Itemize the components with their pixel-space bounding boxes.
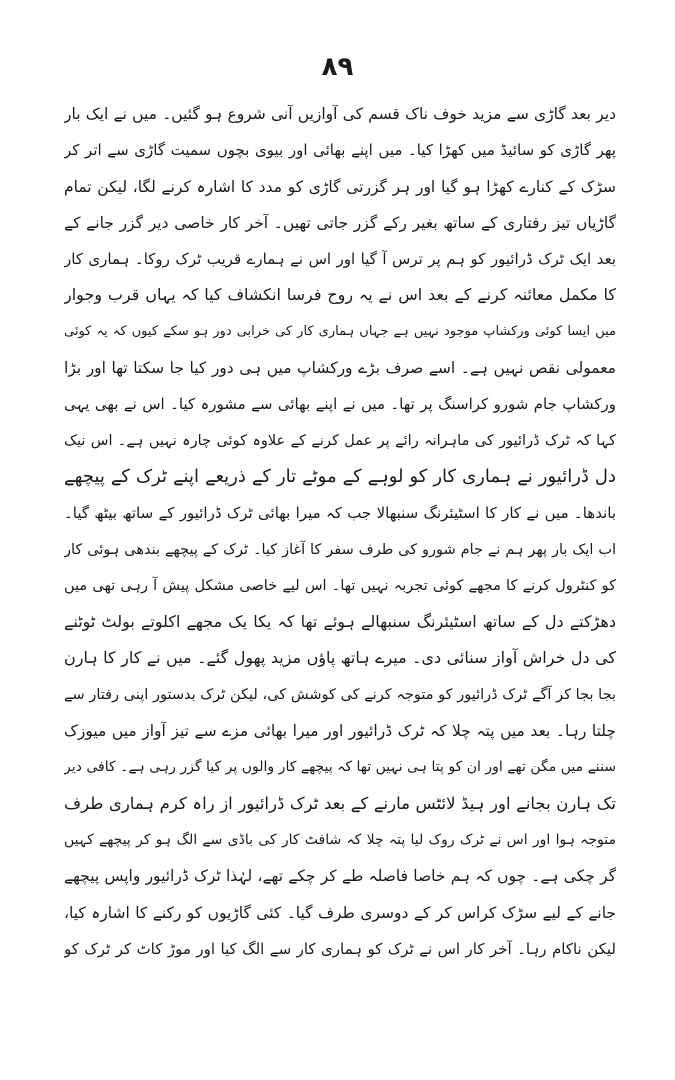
text-line: گاڑیاں تیز رفتاری کے ساتھ بغیر رکے گزر جاتی تھیں۔ آخر کار خاصی دیر گزر جانے کے — [64, 213, 616, 232]
text-line: دل ڈرائیور نے ہماری کار کو لوہے کے موٹے تار کے ذریعے اپنے ٹرک کے پیچھے — [64, 465, 616, 487]
text-line: میں ایسا کوئی ورکشاپ موجود نہیں ہے جہاں ہماری کار کی خرابی دور ہو سکے کیوں کہ یہ کوئی — [64, 323, 616, 339]
text-line: تک ہارن بجانے اور ہیڈ لائٹس مارنے کے بعد ٹرک ڈرائیور از راہ کرم ہماری طرف — [64, 793, 616, 813]
text-line: کہا کہ ٹرک ڈرائیور کی ماہرانہ رائے پر عمل کرنے کے علاوہ کوئی چارہ نہیں ہے۔ اس نیک — [64, 432, 616, 449]
body-text — [64, 96, 616, 1056]
text-line: سڑک کے کنارے کھڑا ہو گیا اور ہر گزرتی گاڑی کو مدد کا اشارہ کرنے لگا، لیکن تمام — [64, 177, 616, 196]
text-line: گر چکی ہے۔ چوں کہ ہم خاصا فاصلہ طے کر چکے تھے، لہٰذا ٹرک ڈرائیور واپس پیچھے — [64, 867, 616, 886]
text-line: جانے کے لیے سڑک کراس کر کے دوسری طرف گیا۔ کئی گاڑیوں کو رکنے کا اشارہ کیا، — [64, 903, 616, 922]
text-line: بجا بجا کر آگے ٹرک ڈرائیور کو متوجہ کرنے کی کوشش کی، لیکن ٹرک بدستور اپنی رفتار سے — [64, 686, 616, 703]
text-line: ورکشاپ جام شورو کراسنگ پر تھا۔ میں نے اپنے بھائی سے مشورہ کیا۔ اس نے بھی یہی — [64, 395, 616, 414]
text-line: دیر بعد گاڑی سے مزید خوف ناک قسم کی آوازیں آنی شروع ہو گئیں۔ میں نے ایک بار — [64, 105, 616, 123]
text-line: چلتا رہا۔ بعد میں پتہ چلا کہ ٹرک ڈرائیور اور میرا بھائی مزے سے تیز آواز میں میوزک — [64, 722, 616, 741]
text-line: معمولی نقص نہیں ہے۔ اسے صرف بڑے ورکشاپ میں ہی دور کیا جا سکتا تھا اور بڑا — [64, 359, 616, 378]
text-line: بعد ایک ٹرک ڈرائیور کو ہم پر ترس آ گیا اور اس نے ہمارے قریب ٹرک روکا۔ ہماری کار — [64, 250, 616, 269]
text-line: لیکن ناکام رہا۔ آخر کار اس نے ٹرک کو ہماری کار سے الگ کیا اور موڑ کاٹ کر ٹرک کو — [64, 939, 616, 958]
text-line: دھڑکتے دل کے ساتھ اسٹیئرنگ سنبھالے ہوئے تھا کہ یکا یک مجھے اکلوتے بولٹ ٹوٹنے — [64, 612, 616, 632]
text-line: کا مکمل معائنہ کرنے کے بعد اس نے یہ روح فرسا انکشاف کیا کہ یہاں قرب وجوار — [64, 285, 616, 305]
text-line: کو کنٹرول کرنے کا مجھے کوئی تجربہ نہیں تھا۔ اس لیے خاصی مشکل پیش آ رہی تھی میں — [64, 577, 616, 594]
text-line: پھر گاڑی کو سائیڈ میں کھڑا کیا۔ میں اپنے بھائی اور بیوی بچوں سمیت گاڑی سے اتر کر — [64, 141, 616, 160]
text-line: اب ایک بار پھر ہم نے جام شورو کی طرف سفر کا آغاز کیا۔ ٹرک کے پیچھے بندھی ہوئی کار — [64, 541, 616, 558]
text-line: متوجہ ہوا اور اس نے ٹرک روک لیا پتہ چلا کہ شافٹ کار کی باڈی سے الگ ہو کر پیچھے کہیں — [64, 831, 616, 848]
text-line: باندھا۔ میں نے کار کا اسٹیئرنگ سنبھالا جب کہ میرا بھائی ٹرک ڈرائیور کے ساتھ بیٹھ گیا۔ — [64, 504, 616, 523]
text-line: کی دل خراش آواز سنائی دی۔ میرے ہاتھ پاؤں مزید پھول گئے۔ میں نے کار کا ہارن — [64, 648, 616, 668]
text-line: سننے میں مگن تھے اور ان کو پتا ہی نہیں تھا کہ پیچھے کار والوں پر کیا گزر رہی ہے۔ کافی دیر — [64, 759, 616, 776]
page-number: ۸۹ — [321, 52, 354, 82]
